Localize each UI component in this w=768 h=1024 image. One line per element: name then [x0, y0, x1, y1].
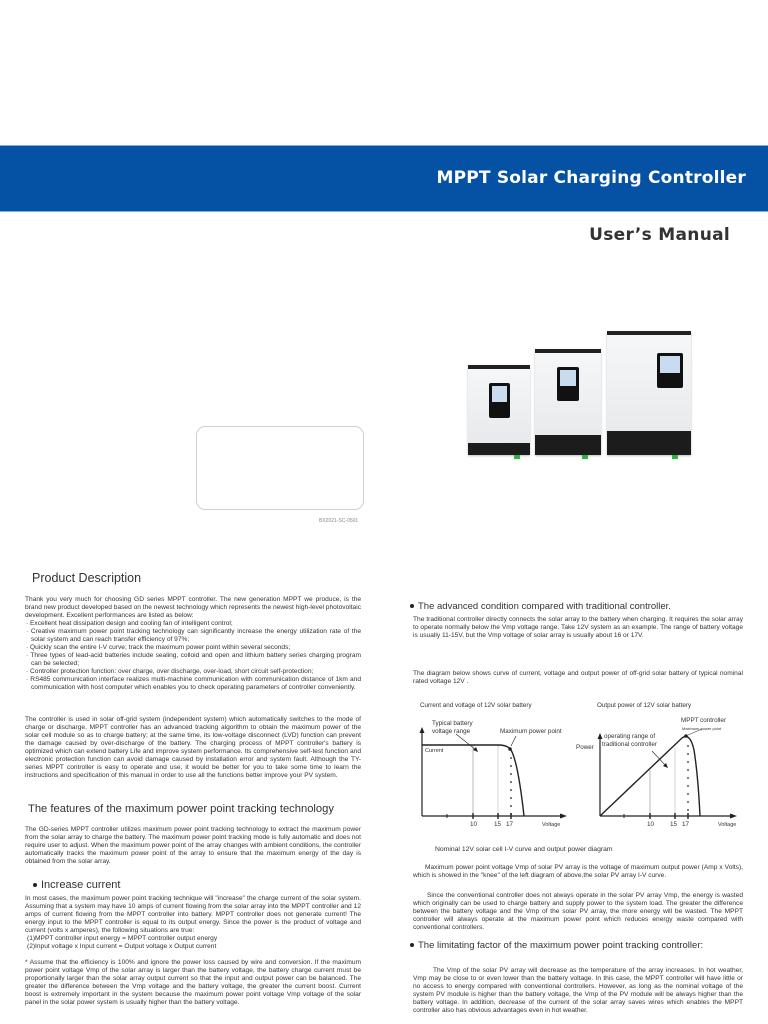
- increase-current-title: Increase current: [41, 879, 121, 891]
- controller-unit-small: [468, 365, 530, 455]
- controller-unit-large: [607, 331, 691, 455]
- advanced-condition-title: The advanced condition compared with traditional controller.: [418, 601, 671, 612]
- bullet-icon: [410, 604, 414, 608]
- diagram-caption: Nominal 12V solar cell I-V curve and output power diagram: [435, 846, 613, 853]
- power-xlabel: Voltage: [718, 822, 737, 828]
- iv-tick-10: 10: [470, 821, 478, 828]
- conventional-explanation: Since the conventional controller does not always operate in the solar PV array Vmp, the energy is wasted which originally can be used to charge battery and supply power to the system load. The greater the difference between the battery voltage and the Vmp of the solar PV array, the more energy will be wasted. The MPPT controller will always operate at the maximum power point which reduces energy waste compared with conventional controllers.: [413, 892, 743, 931]
- increase-current-body: [25, 895, 361, 1007]
- limiting-factor-title: The limitating factor of the maximum power point tracking controller:: [418, 940, 704, 951]
- iv-ylabel: Current: [425, 748, 444, 754]
- iv-chart-title: Current and voltage of 12V solar battery: [420, 702, 532, 709]
- controller-unit-medium: [535, 349, 601, 455]
- label-placeholder-box: [196, 426, 364, 510]
- lcd-screen: [657, 353, 683, 388]
- lcd-screen: [489, 383, 510, 418]
- document-code: BX2021-SC-0501: [319, 518, 359, 524]
- power-tick-10: 10: [647, 821, 655, 828]
- equation-1: (1)MPPT controller input energy = MPPT controller output energy: [27, 935, 218, 942]
- product-image: [460, 310, 730, 455]
- power-tick-15: 15: [670, 821, 678, 828]
- power-annotation-range-l1: operating range of: [604, 733, 656, 740]
- mppt-features-body: The GD-series MPPT controller utilizes maximum power point tracking technology to extract the maximum power from the solar array to charge the battery. The maximum power point tracking mode is fully automatic and does not require user to adjust. When the maximum power point of the array changes with ambient conditions, the controller automatically tracks the maximum power point of the array to ensure that the maximum energy of the day is obtained from the solar array.: [25, 826, 361, 865]
- power-chart-title: Output power of 12V solar battery: [597, 702, 692, 709]
- iv-annotation-range-l2: voltage range: [432, 728, 471, 735]
- product-description-body: The controller is used in solar off-grid system (independent system) which automatically switches to the mode of charge or discharge. MPPT controller has an advanced tracking algorithm to obtain the maximum power of the solar cell module so as to charge battery; at the same time, its low-voltage disconnect (LVD) function can prevent the damage caused by over-discharge of the battery. The charging process of MPPT controller's battery is optimized which can extend battery Life and improve system performance. Its comprehensive self-test function and electronic protection function can avoid damage caused by installation error and system fault. Although the TY-series MPPT controller is easy to operate and use, it would be better for you to take some time to learn the instructions and specification of this manual in order to use all the functions better improve your PV system.: [25, 716, 361, 779]
- equation-2: (2)Input voltage x Input current = Output voltage x Output current: [27, 943, 217, 950]
- power-tick-17: 17: [682, 821, 690, 828]
- feature-item: · Quickly scan the entire I-V curve; track the maximum power point within several seconds;: [26, 644, 291, 651]
- lcd-screen: [557, 367, 579, 401]
- banner-title: MPPT Solar Charging Controller: [436, 168, 746, 188]
- increase-current-text: In most cases, the maximum power point tracking technique will "increase" the charge current of the solar system. Assuming that a system may have 10 amps of current flowing from the solar array into the MPPT controller and 12 amps of current flowing from the MPPT controller into battery. MPPT controller does not generate current! The energy input to the MPPT controller is equal to its output energy. Since the power is the product of voltage and current (volts x amperes), the following situations are true:: [25, 895, 361, 934]
- efficiency-note: * Assume that the efficiency is 100% and ignore the power loss caused by wire and conversion. If the maximum power point voltage Vmp of the solar array is larger than the battery voltage, the battery charge current must be proportionally larger than the solar array output current so that the input and output power can be balanced. The greater the difference between the Vmp voltage and the battery voltage, the greater the current boost. Current boost is extremely important in the system because the maximum power point voltage Vmp voltage of the solar panel in the solar power system is usually higher than the battery voltage.: [25, 959, 361, 1006]
- vmp-explanation: Maximum power point voltage Vmp of solar PV array is the voltage of maximum output power (Amp x Volts), which is showed in the "knee" of the left diagram of above,the solar PV array I-V curve.: [413, 864, 743, 879]
- intro-paragraph: Thank you very much for choosing GD series MPPT controller. The new generation MPPT we produce, is the brand new product developed based on the newest technology which represents the newest high-level photovoltaic development. Excellent performances are listed as below:: [25, 596, 361, 619]
- feature-item: · Three types of lead-acid batteries include sealing, colloid and open and lithium battery series charging program can be selected;: [26, 652, 361, 667]
- iv-xlabel: Voltage: [542, 822, 561, 828]
- power-annotation-mpp-small: Maximum power point: [682, 726, 722, 731]
- iv-tick-15: 15: [494, 821, 502, 828]
- iv-tick-17: 17: [506, 821, 514, 828]
- feature-item: · RS485 communication interface realizes multi-machine communication with communication distance of 1km and communication with host computer which enables you to check operating parameters of controller conveniently.: [26, 676, 361, 691]
- mppt-features-title: The features of the maximum power point tracking technology: [28, 803, 334, 815]
- feature-item: · Excellent heat dissipation design and cooling fan of intelligent control;: [26, 620, 233, 627]
- power-curve-chart: [590, 720, 750, 820]
- limiting-factor-heading: [410, 940, 703, 951]
- power-ylabel: Power: [576, 744, 594, 751]
- bullet-icon: [33, 883, 37, 887]
- feature-item: · Creative maximum power point tracking technology can significantly increase the energy utilization rate of the solar system and can reach transfer efficiency of 97%;: [26, 628, 361, 643]
- feature-item: · Controller protection function: over charge, over discharge, over-load, short circuit self-protection;: [26, 668, 314, 675]
- product-description-title: Product Description: [32, 571, 142, 585]
- iv-curve-chart: [410, 720, 580, 820]
- diagram-intro: The diagram below shows curve of current, voltage and output power of off-grid solar battery of typical nominal rated voltage 12V .: [413, 670, 743, 685]
- increase-current-heading: [33, 879, 120, 891]
- advanced-condition-body: The traditional controller directly connects the solar array to the battery when charging. It requires the solar array to operate normally below the Vmp voltage range. Take 12V system as an example. The range of battery voltage is usually 11-15V, but the Vmp voltage of solar array is usually about 16 or 17V.: [413, 616, 743, 639]
- product-description-text: [25, 596, 361, 692]
- manual-subtitle: User’s Manual: [589, 225, 730, 245]
- power-annotation-range-l2: traditional controller: [602, 741, 657, 748]
- power-annotation-mppt: MPPT controller: [681, 717, 727, 724]
- advanced-condition-heading: [410, 601, 671, 612]
- iv-annotation-mpp: Maximum power point: [500, 728, 562, 735]
- bullet-icon: [410, 943, 414, 947]
- limiting-factor-body: The Vmp of the solar PV array will decrease as the temperature of the array increases. In hot weather, Vmp may be close to or even lower than the battery voltage. In this case, the MPPT controller will have little or no access to energy compared with conventional controllers. However, as long as the nominal voltage of the system PV module is higher than the battery voltage, the Vmp of the PV module will be always higher than the battery voltage. In addition, decrease of the current of the solar array saves wires which enables the MPPT controller also has obvious advantages even in hot weather.: [413, 967, 743, 1014]
- cover-banner: [0, 145, 768, 212]
- iv-annotation-range-l1: Typical battery: [432, 720, 473, 727]
